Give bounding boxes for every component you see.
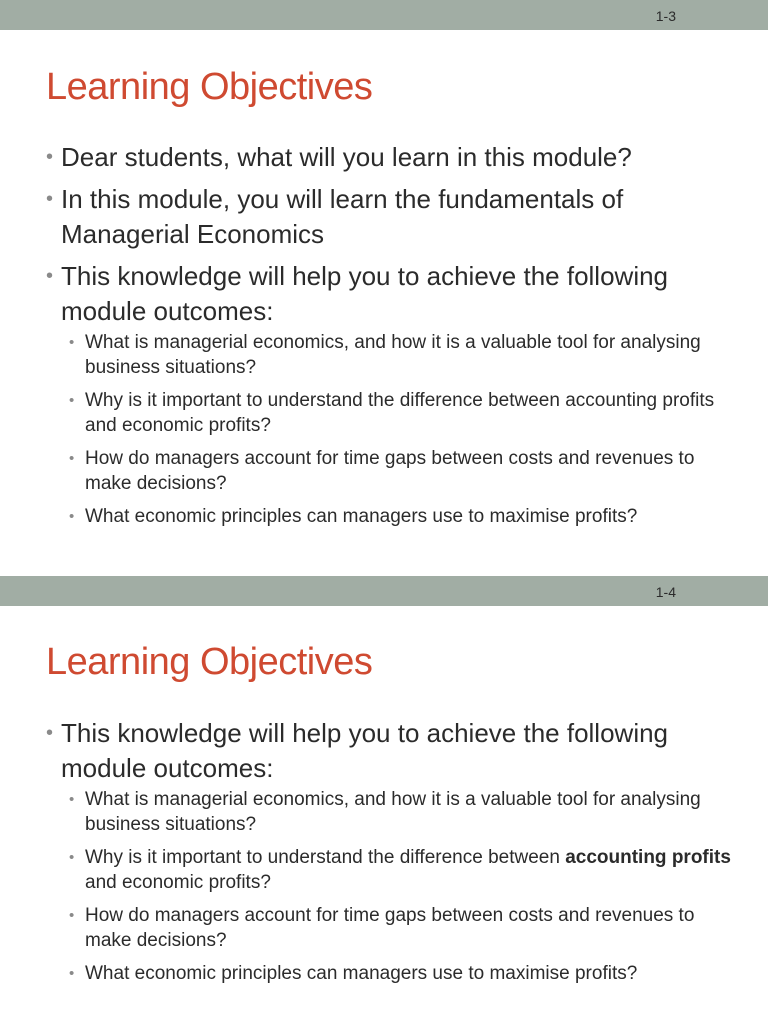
slide-title: Learning Objectives: [46, 66, 373, 108]
slide-content: [44, 716, 738, 994]
bullet-text: In this module, you will learn the fundamentals of Managerial Economics: [61, 184, 624, 249]
sub-bullet-icon: •: [69, 791, 75, 808]
sub-bullet-item: [61, 787, 738, 837]
sub-bullet-text-pre: Why is it important to understand the difference between: [85, 847, 566, 868]
sub-bullet-text: What is managerial economics, and how it is a valuable tool for analysing business situations?: [85, 332, 701, 378]
sub-bullet-text: How do managers account for time gaps between costs and revenues to make decisions?: [85, 905, 695, 951]
bullet-list: [44, 716, 738, 986]
sub-bullet-text-bold: accounting profits: [565, 847, 731, 868]
sub-bullet-item: [61, 446, 738, 496]
bullet-icon: •: [46, 265, 54, 287]
bullet-text: Dear students, what will you learn in this module?: [61, 142, 632, 172]
sub-bullet-icon: •: [69, 450, 75, 467]
sub-bullet-item: [61, 388, 738, 438]
sub-bullet-item: [61, 330, 738, 380]
sub-bullet-text: What economic principles can managers use to maximise profits?: [85, 506, 638, 527]
slide-number: 1-3: [655, 8, 676, 24]
sub-bullet-item: [61, 961, 738, 986]
sub-bullet-text: What economic principles can managers use to maximise profits?: [85, 963, 638, 984]
sub-bullet-item: [61, 903, 738, 953]
sub-bullet-text-post: and economic profits?: [85, 872, 271, 893]
bullet-item: [44, 259, 738, 529]
sub-bullet-icon: •: [69, 849, 75, 866]
sub-bullet-icon: •: [69, 907, 75, 924]
slide-header-bar: [0, 576, 768, 606]
sub-bullet-icon: •: [69, 334, 75, 351]
bullet-icon: •: [46, 188, 54, 210]
sub-bullet-item: [61, 504, 738, 529]
bullet-list: [44, 140, 738, 529]
sub-bullet-icon: •: [69, 508, 75, 525]
sub-bullet-list: [61, 787, 738, 986]
slide-1-4: [0, 576, 768, 1024]
bullet-text: This knowledge will help you to achieve the following module outcomes:: [61, 718, 669, 783]
bullet-text: This knowledge will help you to achieve the following module outcomes:: [61, 261, 669, 326]
bullet-icon: •: [46, 722, 54, 744]
slide-number: 1-4: [655, 584, 676, 600]
sub-bullet-item: [61, 845, 738, 895]
sub-bullet-text: Why is it important to understand the difference between accounting profits and economic profits?: [85, 390, 715, 436]
sub-bullet-icon: •: [69, 965, 75, 982]
bullet-item: [44, 716, 738, 986]
sub-bullet-text: How do managers account for time gaps between costs and revenues to make decisions?: [85, 448, 695, 494]
slide-content: [44, 140, 738, 537]
bullet-icon: •: [46, 146, 54, 168]
slide-header-bar: [0, 0, 768, 30]
bullet-item: [44, 140, 738, 175]
sub-bullet-list: [61, 330, 738, 529]
slide-title: Learning Objectives: [46, 641, 373, 683]
bullet-item: [44, 182, 738, 252]
sub-bullet-text: What is managerial economics, and how it is a valuable tool for analysing business situations?: [85, 789, 701, 835]
sub-bullet-icon: •: [69, 392, 75, 409]
